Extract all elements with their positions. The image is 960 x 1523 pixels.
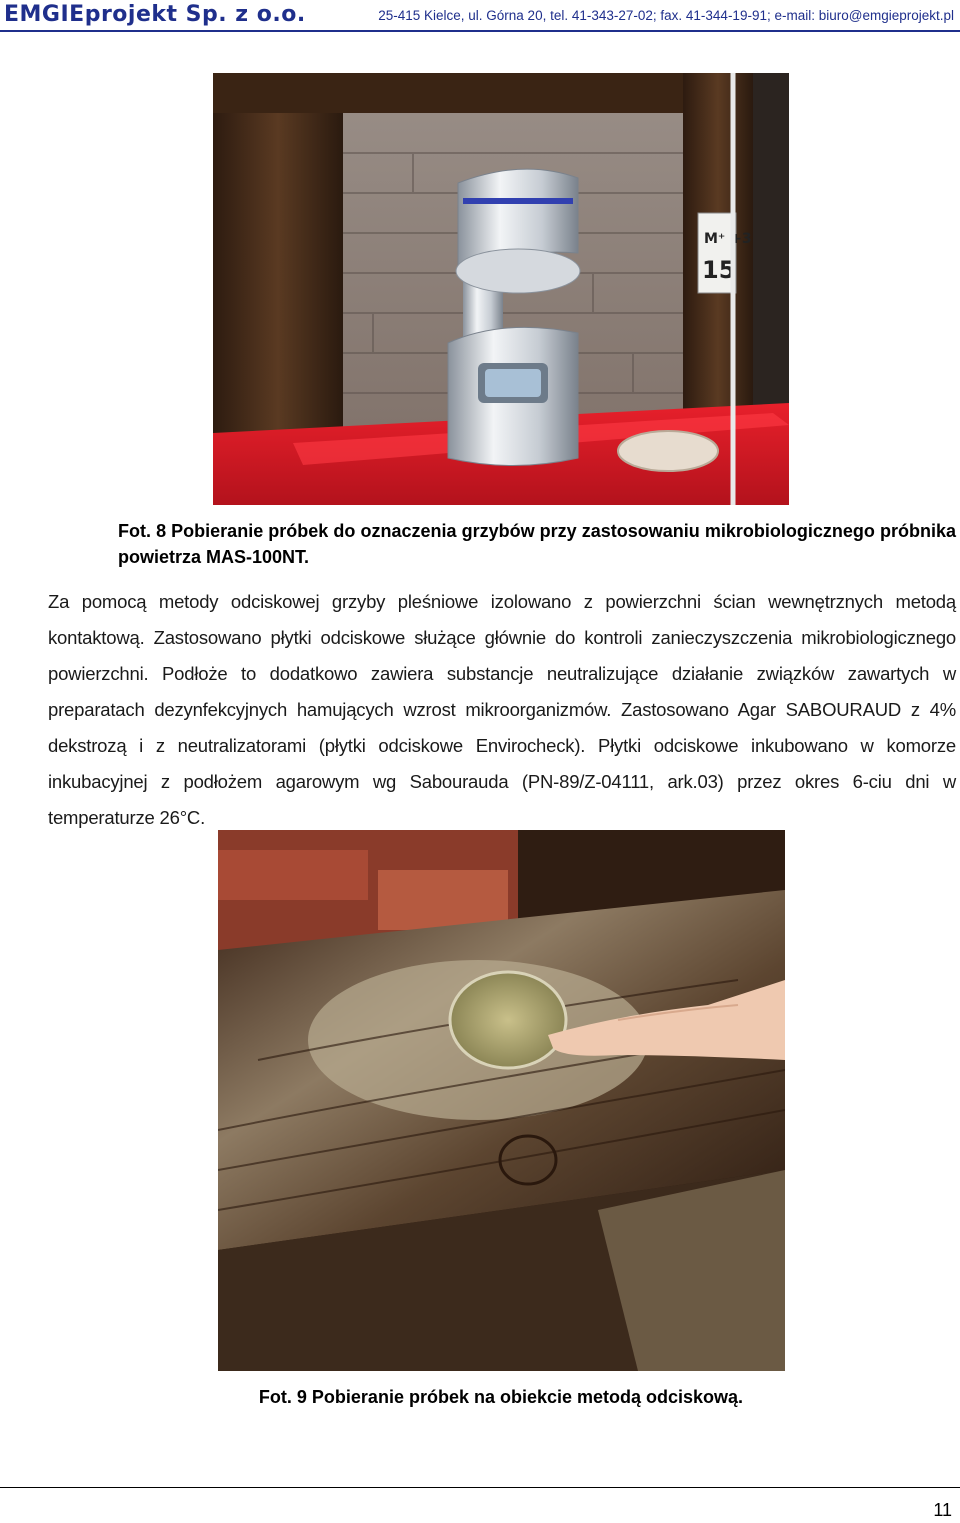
sign-label-number: 15 (702, 256, 736, 284)
photo-contact-sampling (218, 830, 785, 1371)
page-number: 11 (933, 1500, 952, 1520)
company-name: EMGIEprojekt Sp. z o.o. (4, 2, 306, 27)
photo-air-sampler (213, 73, 789, 505)
company-contact: 25-415 Kielce, ul. Górna 20, tel. 41-343-27-02; fax. 41-344-19-91; e-mail: biuro@emgieprojekt.pl (378, 8, 954, 23)
figure-caption-8: Fot. 8 Pobieranie próbek do oznaczenia grzybów przy zastosowaniu mikrobiologicznego próbnika powietrza MAS-100NT. (118, 521, 956, 567)
sign-label-text: M⁺ +3 (704, 231, 752, 247)
header-divider (0, 30, 960, 32)
figure-caption-9: Fot. 9 Pobieranie próbek na obiekcie metodą odciskową. (258, 1387, 744, 1407)
page-header (0, 0, 960, 34)
body-paragraph: Za pomocą metody odciskowej grzyby pleśniowe izolowano z powierzchni ścian wewnętrznych metodą kontaktową. Zastosowano płytki odciskowe służące głównie do kontroli zanieczyszczenia mikrobiologicznego powierzchni. Podłoże to dodatkowo zawiera substancje neutralizujące działanie związków zawartych w preparatach dezynfekcyjnych hamujących wzrost mikroorganizmów. Zastosowano Agar SABOURAUD z 4% dekstrozą i z neutralizatorami (płytki odciskowe Envirocheck). Płytki odciskowe inkubowano w komorze inkubacyjnej z podłożem agarowym wg Sabourauda (PN-89/Z-04111, ark.03) przez okres 6-ciu dni w temperaturze 26°C. (48, 591, 956, 828)
footer-divider (0, 1487, 960, 1488)
